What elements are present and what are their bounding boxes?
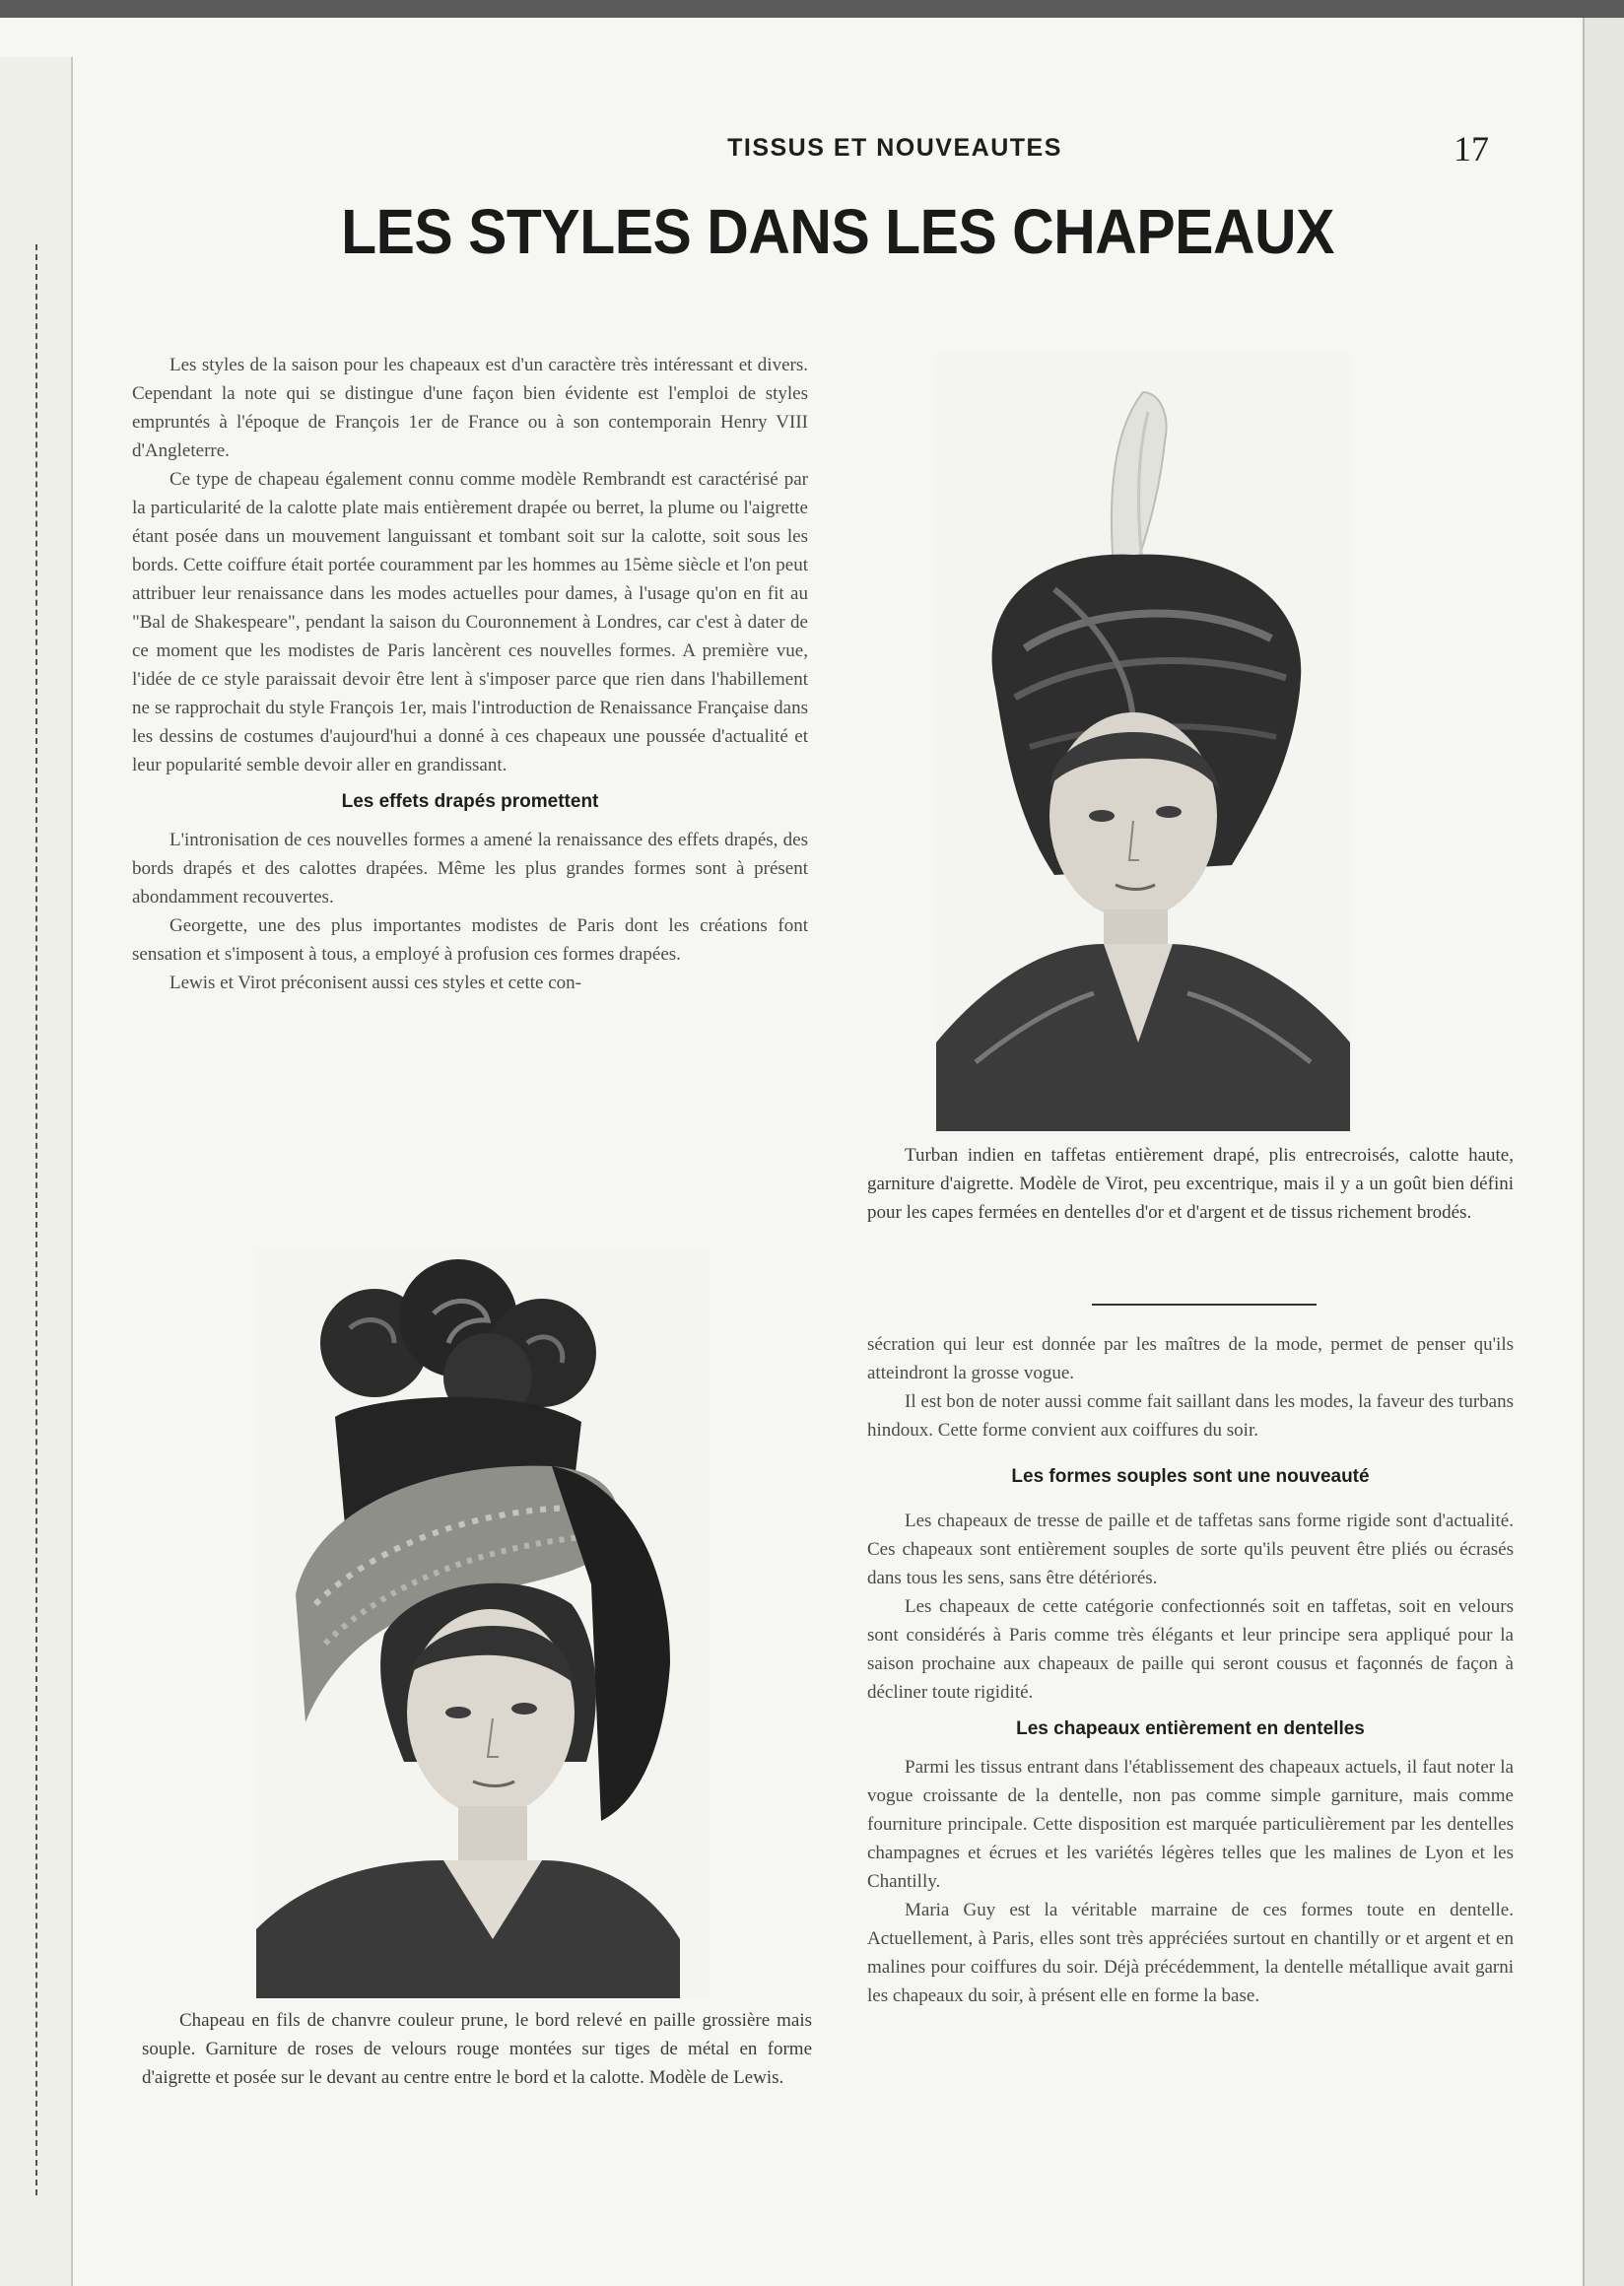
paragraph: Lewis et Virot préconisent aussi ces styles et cette con- <box>169 973 581 993</box>
facing-page-border <box>0 244 37 2195</box>
turban-hat-photo <box>936 353 1350 1131</box>
paragraph: Les styles de la saison pour les chapeaux est d'un caractère très intéressant et divers. Cependant la note qui se distingue d'une façon bien évidente est l'emploi de styles empruntés à l'époque de François 1er de France ou à son contemporain Henry VIII d'Angleterre. <box>132 355 808 461</box>
headline: LES STYLES DANS LES CHAPEAUX <box>341 196 1334 267</box>
paragraph: Les chapeaux de cette catégorie confectionnés soit en taffetas, soit en velours sont considérés à Paris comme très élégants et leur principe sera appliqué pour la saison prochaine aux chapeaux de paille qui seront cousus et façonnés de façon à décliner toute rigidité. <box>867 1596 1514 1703</box>
page-content <box>99 18 1585 2286</box>
rose-hat-illustration <box>256 1249 710 1998</box>
rose-hat-photo <box>256 1249 710 1998</box>
section-heading: Les effets drapés promettent <box>341 791 599 812</box>
rose-hat-caption <box>142 2006 812 2092</box>
right-column <box>867 1330 1514 2010</box>
page-edge <box>1583 18 1624 2286</box>
paragraph: Georgette, une des plus importantes modistes de Paris dont les créations font sensation et s'imposent à tous, a employé à profusion ces formes drapées. <box>132 915 808 965</box>
paragraph: L'intronisation de ces nouvelles formes a amené la renaissance des effets drapés, des bords drapés et des calottes drapées. Même les plus grandes formes sont à présent abondamment recouvertes. <box>132 830 808 908</box>
section-heading: Les chapeaux entièrement en dentelles <box>1016 1718 1365 1739</box>
paragraph: Maria Guy est la véritable marraine de ces formes toute en dentelle. Actuellement, à Paris, elles sont très appréciées surtout en chantilly or et argent et en malines pour coiffures du soir. Déjà précédemment, la dentelle métallique avait garni les chapeaux du soir, à présent elle en forme la base. <box>867 1900 1514 2006</box>
turban-hat-illustration <box>936 353 1350 1131</box>
separator-rule <box>1092 1304 1317 1306</box>
turban-caption <box>867 1141 1514 1227</box>
paragraph: Ce type de chapeau également connu comme modèle Rembrandt est caractérisé par la particularité de la calotte plate mais entièrement drapée ou berret, la plume ou l'aigrette étant posée dans un mouvement languissant et tombant soit sur la calotte, soit sous les bords. Cette coiffure était portée couramment par les hommes au 15ème siècle et l'on peut attribuer leur renaissance dans les modes actuelles pour dames, à l'usage qu'on en fit au "Bal de Shakespeare", pendant la saison du Couronnement à Londres, car c'est à dater de ce moment que les modistes de Paris lancèrent ces nouvelles formes. A première vue, l'idée de ce style paraissait devoir être lent à s'imposer parce que rien dans l'habillement ne se rapprochait du style François 1er, mais l'introduction de Renaissance Française dans les dessins de costumes d'aujourd'hui a donné à ces chapeaux une poussée d'actualité et leur popularité semble devoir aller en grandissant. <box>132 469 808 775</box>
section-heading: Les formes souples sont une nouveauté <box>1011 1466 1370 1487</box>
paragraph: sécration qui leur est donnée par les maîtres de la mode, permet de penser qu'ils atteindront la grosse vogue. <box>867 1334 1514 1383</box>
caption-text: Turban indien en taffetas entièrement drapé, plis entrecroisés, calotte haute, garniture d'aigrette. Modèle de Virot, peu excentrique, mais il y a un goût bien défini pour les capes fermées en dentelles d'or et d'argent et de tissus richement brodés. <box>867 1145 1514 1223</box>
facing-page-strip <box>0 57 73 2286</box>
paragraph: Il est bon de noter aussi comme fait saillant dans les modes, la faveur des turbans hindoux. Cette forme convient aux coiffures du soir. <box>867 1391 1514 1441</box>
paragraph: Parmi les tissus entrant dans l'établissement des chapeaux actuels, il faut noter la vogue croissante de la dentelle, non pas comme simple garniture, mais comme fourniture principale. Cette disposition est marquée particulièrement par les dentelles champagnes et écrues et les variétés légères telles que les malines de Lyon et les Chantilly. <box>867 1757 1514 1892</box>
left-column <box>132 351 808 997</box>
running-head: TISSUS ET NOUVEAUTES <box>727 134 1062 162</box>
magazine-page <box>0 18 1624 2286</box>
paragraph: Les chapeaux de tresse de paille et de taffetas sans forme rigide sont d'actualité. Ces chapeaux sont entièrement souples de sorte qu'ils peuvent être pliés ou écrasés dans tous les sens, sans être détériorés. <box>867 1511 1514 1588</box>
page-number: 17 <box>1454 129 1489 168</box>
caption-text: Chapeau en fils de chanvre couleur prune, le bord relevé en paille grossière mais souple. Garniture de roses de velours rouge montées sur tiges de métal en forme d'aigrette et posée sur le devant au centre entre le bord et la calotte. Modèle de Lewis. <box>142 2010 812 2088</box>
